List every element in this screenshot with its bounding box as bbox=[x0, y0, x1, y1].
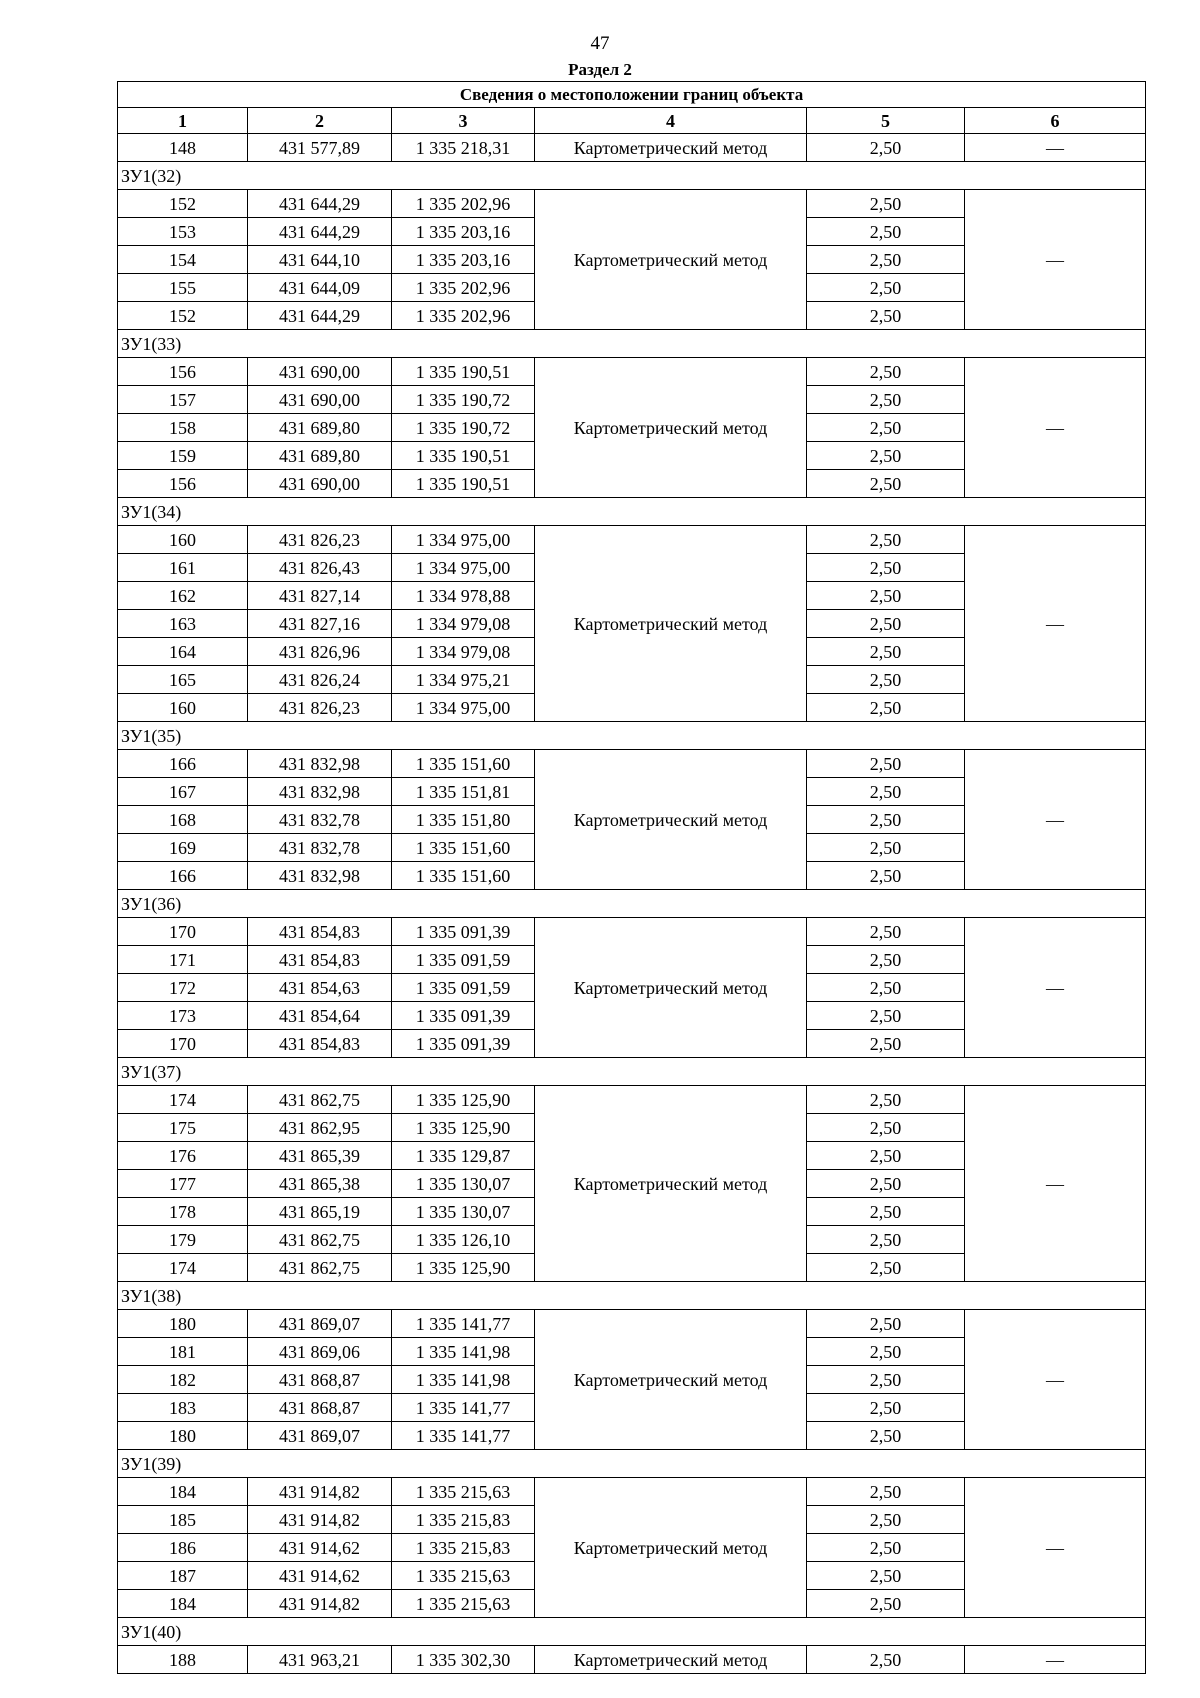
point-number-cell: 184 bbox=[118, 1478, 248, 1506]
table-row bbox=[118, 190, 1146, 218]
y-coordinate-cell: 1 335 151,60 bbox=[392, 834, 535, 862]
x-coordinate-cell: 431 862,75 bbox=[248, 1254, 392, 1282]
y-coordinate-cell: 1 335 202,96 bbox=[392, 190, 535, 218]
x-coordinate-cell: 431 827,16 bbox=[248, 610, 392, 638]
point-number-cell: 175 bbox=[118, 1114, 248, 1142]
y-coordinate-cell: 1 335 202,96 bbox=[392, 302, 535, 330]
accuracy-cell: 2,50 bbox=[807, 1310, 965, 1338]
y-coordinate-cell: 1 335 190,72 bbox=[392, 414, 535, 442]
y-coordinate-cell: 1 334 979,08 bbox=[392, 638, 535, 666]
x-coordinate-cell: 431 832,98 bbox=[248, 778, 392, 806]
point-number-cell: 174 bbox=[118, 1254, 248, 1282]
point-number-cell: 180 bbox=[118, 1422, 248, 1450]
y-coordinate-cell: 1 335 202,96 bbox=[392, 274, 535, 302]
x-coordinate-cell: 431 914,82 bbox=[248, 1590, 392, 1618]
method-cell: Картометрический метод bbox=[535, 1310, 807, 1450]
accuracy-cell: 2,50 bbox=[807, 1394, 965, 1422]
x-coordinate-cell: 431 644,29 bbox=[248, 302, 392, 330]
x-coordinate-cell: 431 854,83 bbox=[248, 946, 392, 974]
method-cell: Картометрический метод bbox=[535, 134, 807, 162]
x-coordinate-cell: 431 644,29 bbox=[248, 218, 392, 246]
y-coordinate-cell: 1 335 215,63 bbox=[392, 1590, 535, 1618]
point-number-cell: 177 bbox=[118, 1170, 248, 1198]
x-coordinate-cell: 431 865,39 bbox=[248, 1142, 392, 1170]
y-coordinate-cell: 1 335 151,60 bbox=[392, 862, 535, 890]
y-coordinate-cell: 1 335 141,77 bbox=[392, 1310, 535, 1338]
point-number-cell: 174 bbox=[118, 1086, 248, 1114]
column-6-cell: — bbox=[965, 526, 1146, 722]
point-number-cell: 152 bbox=[118, 302, 248, 330]
accuracy-cell: 2,50 bbox=[807, 1002, 965, 1030]
table-row bbox=[118, 1646, 1146, 1674]
x-coordinate-cell: 431 914,62 bbox=[248, 1562, 392, 1590]
accuracy-cell: 2,50 bbox=[807, 778, 965, 806]
x-coordinate-cell: 431 854,83 bbox=[248, 918, 392, 946]
y-coordinate-cell: 1 335 190,72 bbox=[392, 386, 535, 414]
point-number-cell: 152 bbox=[118, 190, 248, 218]
accuracy-cell: 2,50 bbox=[807, 134, 965, 162]
point-number-cell: 169 bbox=[118, 834, 248, 862]
y-coordinate-cell: 1 335 126,10 bbox=[392, 1226, 535, 1254]
accuracy-cell: 2,50 bbox=[807, 918, 965, 946]
table-caption: Сведения о местоположении границ объекта bbox=[118, 82, 1146, 108]
y-coordinate-cell: 1 335 141,77 bbox=[392, 1394, 535, 1422]
y-coordinate-cell: 1 335 190,51 bbox=[392, 470, 535, 498]
accuracy-cell: 2,50 bbox=[807, 1198, 965, 1226]
x-coordinate-cell: 431 832,78 bbox=[248, 806, 392, 834]
point-number-cell: 184 bbox=[118, 1590, 248, 1618]
column-6-cell: — bbox=[965, 190, 1146, 330]
group-label: ЗУ1(40) bbox=[118, 1618, 1146, 1646]
point-number-cell: 163 bbox=[118, 610, 248, 638]
point-number-cell: 168 bbox=[118, 806, 248, 834]
x-coordinate-cell: 431 644,29 bbox=[248, 190, 392, 218]
x-coordinate-cell: 431 827,14 bbox=[248, 582, 392, 610]
accuracy-cell: 2,50 bbox=[807, 666, 965, 694]
x-coordinate-cell: 431 865,38 bbox=[248, 1170, 392, 1198]
y-coordinate-cell: 1 335 215,83 bbox=[392, 1506, 535, 1534]
accuracy-cell: 2,50 bbox=[807, 610, 965, 638]
group-label: ЗУ1(38) bbox=[118, 1282, 1146, 1310]
x-coordinate-cell: 431 689,80 bbox=[248, 414, 392, 442]
group-label: ЗУ1(36) bbox=[118, 890, 1146, 918]
x-coordinate-cell: 431 690,00 bbox=[248, 358, 392, 386]
group-label: ЗУ1(34) bbox=[118, 498, 1146, 526]
y-coordinate-cell: 1 335 141,77 bbox=[392, 1422, 535, 1450]
point-number-cell: 154 bbox=[118, 246, 248, 274]
point-number-cell: 161 bbox=[118, 554, 248, 582]
table-row bbox=[118, 1086, 1146, 1114]
method-cell: Картометрический метод bbox=[535, 1478, 807, 1618]
y-coordinate-cell: 1 335 141,98 bbox=[392, 1338, 535, 1366]
point-number-cell: 180 bbox=[118, 1310, 248, 1338]
section-title: Раздел 2 bbox=[568, 60, 632, 79]
column-6-cell: — bbox=[965, 918, 1146, 1058]
point-number-cell: 170 bbox=[118, 918, 248, 946]
y-coordinate-cell: 1 335 302,30 bbox=[392, 1646, 535, 1674]
column-header-4: 4 bbox=[535, 108, 807, 134]
x-coordinate-cell: 431 868,87 bbox=[248, 1394, 392, 1422]
accuracy-cell: 2,50 bbox=[807, 526, 965, 554]
accuracy-cell: 2,50 bbox=[807, 750, 965, 778]
point-number-cell: 176 bbox=[118, 1142, 248, 1170]
column-header-row bbox=[118, 108, 1146, 134]
column-6-cell: — bbox=[965, 134, 1146, 162]
accuracy-cell: 2,50 bbox=[807, 358, 965, 386]
table-row bbox=[118, 750, 1146, 778]
y-coordinate-cell: 1 335 190,51 bbox=[392, 358, 535, 386]
point-number-cell: 185 bbox=[118, 1506, 248, 1534]
accuracy-cell: 2,50 bbox=[807, 1170, 965, 1198]
y-coordinate-cell: 1 335 190,51 bbox=[392, 442, 535, 470]
x-coordinate-cell: 431 865,19 bbox=[248, 1198, 392, 1226]
y-coordinate-cell: 1 334 975,00 bbox=[392, 526, 535, 554]
group-label-row bbox=[118, 890, 1146, 918]
point-number-cell: 164 bbox=[118, 638, 248, 666]
x-coordinate-cell: 431 826,24 bbox=[248, 666, 392, 694]
group-label: ЗУ1(32) bbox=[118, 162, 1146, 190]
point-number-cell: 148 bbox=[118, 134, 248, 162]
x-coordinate-cell: 431 869,07 bbox=[248, 1422, 392, 1450]
table-row bbox=[118, 918, 1146, 946]
accuracy-cell: 2,50 bbox=[807, 190, 965, 218]
x-coordinate-cell: 431 862,75 bbox=[248, 1086, 392, 1114]
table-caption-row bbox=[118, 82, 1146, 108]
y-coordinate-cell: 1 335 125,90 bbox=[392, 1254, 535, 1282]
accuracy-cell: 2,50 bbox=[807, 218, 965, 246]
accuracy-cell: 2,50 bbox=[807, 1646, 965, 1674]
x-coordinate-cell: 431 832,98 bbox=[248, 750, 392, 778]
group-label-row bbox=[118, 1282, 1146, 1310]
group-label-row bbox=[118, 162, 1146, 190]
table-row bbox=[118, 358, 1146, 386]
y-coordinate-cell: 1 335 091,39 bbox=[392, 1030, 535, 1058]
group-label-row bbox=[118, 330, 1146, 358]
table-row bbox=[118, 526, 1146, 554]
accuracy-cell: 2,50 bbox=[807, 1422, 965, 1450]
point-number-cell: 159 bbox=[118, 442, 248, 470]
accuracy-cell: 2,50 bbox=[807, 302, 965, 330]
column-6-cell: — bbox=[965, 1646, 1146, 1674]
accuracy-cell: 2,50 bbox=[807, 974, 965, 1002]
accuracy-cell: 2,50 bbox=[807, 834, 965, 862]
y-coordinate-cell: 1 335 215,63 bbox=[392, 1478, 535, 1506]
y-coordinate-cell: 1 335 203,16 bbox=[392, 246, 535, 274]
y-coordinate-cell: 1 335 091,59 bbox=[392, 974, 535, 1002]
group-label: ЗУ1(37) bbox=[118, 1058, 1146, 1086]
accuracy-cell: 2,50 bbox=[807, 386, 965, 414]
x-coordinate-cell: 431 832,78 bbox=[248, 834, 392, 862]
point-number-cell: 157 bbox=[118, 386, 248, 414]
point-number-cell: 160 bbox=[118, 694, 248, 722]
method-cell: Картометрический метод bbox=[535, 1646, 807, 1674]
point-number-cell: 187 bbox=[118, 1562, 248, 1590]
group-label-row bbox=[118, 722, 1146, 750]
x-coordinate-cell: 431 644,09 bbox=[248, 274, 392, 302]
x-coordinate-cell: 431 914,82 bbox=[248, 1478, 392, 1506]
x-coordinate-cell: 431 689,80 bbox=[248, 442, 392, 470]
y-coordinate-cell: 1 334 975,21 bbox=[392, 666, 535, 694]
point-number-cell: 171 bbox=[118, 946, 248, 974]
y-coordinate-cell: 1 335 091,39 bbox=[392, 918, 535, 946]
method-cell: Картометрический метод bbox=[535, 750, 807, 890]
column-6-cell: — bbox=[965, 1310, 1146, 1450]
accuracy-cell: 2,50 bbox=[807, 1254, 965, 1282]
accuracy-cell: 2,50 bbox=[807, 1506, 965, 1534]
y-coordinate-cell: 1 335 130,07 bbox=[392, 1170, 535, 1198]
accuracy-cell: 2,50 bbox=[807, 1226, 965, 1254]
column-header-2: 2 bbox=[248, 108, 392, 134]
accuracy-cell: 2,50 bbox=[807, 442, 965, 470]
x-coordinate-cell: 431 869,07 bbox=[248, 1310, 392, 1338]
accuracy-cell: 2,50 bbox=[807, 1590, 965, 1618]
point-number-cell: 173 bbox=[118, 1002, 248, 1030]
y-coordinate-cell: 1 335 151,60 bbox=[392, 750, 535, 778]
point-number-cell: 170 bbox=[118, 1030, 248, 1058]
point-number-cell: 179 bbox=[118, 1226, 248, 1254]
point-number-cell: 160 bbox=[118, 526, 248, 554]
point-number-cell: 165 bbox=[118, 666, 248, 694]
accuracy-cell: 2,50 bbox=[807, 1114, 965, 1142]
accuracy-cell: 2,50 bbox=[807, 582, 965, 610]
accuracy-cell: 2,50 bbox=[807, 1338, 965, 1366]
column-header-6: 6 bbox=[965, 108, 1146, 134]
point-number-cell: 166 bbox=[118, 750, 248, 778]
accuracy-cell: 2,50 bbox=[807, 1562, 965, 1590]
x-coordinate-cell: 431 854,64 bbox=[248, 1002, 392, 1030]
point-number-cell: 167 bbox=[118, 778, 248, 806]
x-coordinate-cell: 431 862,95 bbox=[248, 1114, 392, 1142]
column-6-cell: — bbox=[965, 1086, 1146, 1282]
point-number-cell: 172 bbox=[118, 974, 248, 1002]
y-coordinate-cell: 1 335 130,07 bbox=[392, 1198, 535, 1226]
y-coordinate-cell: 1 335 215,83 bbox=[392, 1534, 535, 1562]
point-number-cell: 166 bbox=[118, 862, 248, 890]
y-coordinate-cell: 1 334 975,00 bbox=[392, 694, 535, 722]
accuracy-cell: 2,50 bbox=[807, 862, 965, 890]
column-6-cell: — bbox=[965, 750, 1146, 890]
accuracy-cell: 2,50 bbox=[807, 1142, 965, 1170]
method-cell: Картометрический метод bbox=[535, 526, 807, 722]
group-label: ЗУ1(33) bbox=[118, 330, 1146, 358]
accuracy-cell: 2,50 bbox=[807, 946, 965, 974]
page-number: 47 bbox=[590, 33, 610, 54]
method-cell: Картометрический метод bbox=[535, 358, 807, 498]
accuracy-cell: 2,50 bbox=[807, 414, 965, 442]
point-number-cell: 158 bbox=[118, 414, 248, 442]
y-coordinate-cell: 1 335 091,39 bbox=[392, 1002, 535, 1030]
y-coordinate-cell: 1 335 125,90 bbox=[392, 1114, 535, 1142]
accuracy-cell: 2,50 bbox=[807, 1030, 965, 1058]
y-coordinate-cell: 1 334 975,00 bbox=[392, 554, 535, 582]
table-row bbox=[118, 1478, 1146, 1506]
group-label-row bbox=[118, 1058, 1146, 1086]
accuracy-cell: 2,50 bbox=[807, 1478, 965, 1506]
y-coordinate-cell: 1 335 141,98 bbox=[392, 1366, 535, 1394]
accuracy-cell: 2,50 bbox=[807, 1534, 965, 1562]
y-coordinate-cell: 1 335 091,59 bbox=[392, 946, 535, 974]
x-coordinate-cell: 431 644,10 bbox=[248, 246, 392, 274]
x-coordinate-cell: 431 826,96 bbox=[248, 638, 392, 666]
method-cell: Картометрический метод bbox=[535, 190, 807, 330]
x-coordinate-cell: 431 826,23 bbox=[248, 694, 392, 722]
column-header-1: 1 bbox=[118, 108, 248, 134]
y-coordinate-cell: 1 335 125,90 bbox=[392, 1086, 535, 1114]
x-coordinate-cell: 431 869,06 bbox=[248, 1338, 392, 1366]
point-number-cell: 181 bbox=[118, 1338, 248, 1366]
y-coordinate-cell: 1 335 151,81 bbox=[392, 778, 535, 806]
point-number-cell: 155 bbox=[118, 274, 248, 302]
x-coordinate-cell: 431 577,89 bbox=[248, 134, 392, 162]
point-number-cell: 162 bbox=[118, 582, 248, 610]
point-number-cell: 183 bbox=[118, 1394, 248, 1422]
accuracy-cell: 2,50 bbox=[807, 806, 965, 834]
accuracy-cell: 2,50 bbox=[807, 274, 965, 302]
point-number-cell: 178 bbox=[118, 1198, 248, 1226]
x-coordinate-cell: 431 832,98 bbox=[248, 862, 392, 890]
accuracy-cell: 2,50 bbox=[807, 470, 965, 498]
x-coordinate-cell: 431 854,63 bbox=[248, 974, 392, 1002]
group-label: ЗУ1(35) bbox=[118, 722, 1146, 750]
accuracy-cell: 2,50 bbox=[807, 1086, 965, 1114]
point-number-cell: 153 bbox=[118, 218, 248, 246]
y-coordinate-cell: 1 335 218,31 bbox=[392, 134, 535, 162]
method-cell: Картометрический метод bbox=[535, 918, 807, 1058]
table-row bbox=[118, 1310, 1146, 1338]
column-header-5: 5 bbox=[807, 108, 965, 134]
point-number-cell: 156 bbox=[118, 358, 248, 386]
accuracy-cell: 2,50 bbox=[807, 554, 965, 582]
group-label-row bbox=[118, 498, 1146, 526]
x-coordinate-cell: 431 690,00 bbox=[248, 470, 392, 498]
x-coordinate-cell: 431 868,87 bbox=[248, 1366, 392, 1394]
x-coordinate-cell: 431 826,23 bbox=[248, 526, 392, 554]
y-coordinate-cell: 1 335 215,63 bbox=[392, 1562, 535, 1590]
boundary-coordinates-table bbox=[117, 81, 1146, 1674]
y-coordinate-cell: 1 334 979,08 bbox=[392, 610, 535, 638]
y-coordinate-cell: 1 335 151,80 bbox=[392, 806, 535, 834]
accuracy-cell: 2,50 bbox=[807, 246, 965, 274]
method-cell: Картометрический метод bbox=[535, 1086, 807, 1282]
column-6-cell: — bbox=[965, 1478, 1146, 1618]
y-coordinate-cell: 1 335 129,87 bbox=[392, 1142, 535, 1170]
accuracy-cell: 2,50 bbox=[807, 638, 965, 666]
x-coordinate-cell: 431 914,82 bbox=[248, 1506, 392, 1534]
column-6-cell: — bbox=[965, 358, 1146, 498]
column-header-3: 3 bbox=[392, 108, 535, 134]
table-row bbox=[118, 134, 1146, 162]
point-number-cell: 182 bbox=[118, 1366, 248, 1394]
x-coordinate-cell: 431 854,83 bbox=[248, 1030, 392, 1058]
accuracy-cell: 2,50 bbox=[807, 1366, 965, 1394]
point-number-cell: 156 bbox=[118, 470, 248, 498]
point-number-cell: 188 bbox=[118, 1646, 248, 1674]
group-label-row bbox=[118, 1618, 1146, 1646]
x-coordinate-cell: 431 963,21 bbox=[248, 1646, 392, 1674]
x-coordinate-cell: 431 690,00 bbox=[248, 386, 392, 414]
x-coordinate-cell: 431 826,43 bbox=[248, 554, 392, 582]
group-label: ЗУ1(39) bbox=[118, 1450, 1146, 1478]
group-label-row bbox=[118, 1450, 1146, 1478]
point-number-cell: 186 bbox=[118, 1534, 248, 1562]
x-coordinate-cell: 431 914,62 bbox=[248, 1534, 392, 1562]
x-coordinate-cell: 431 862,75 bbox=[248, 1226, 392, 1254]
y-coordinate-cell: 1 335 203,16 bbox=[392, 218, 535, 246]
accuracy-cell: 2,50 bbox=[807, 694, 965, 722]
y-coordinate-cell: 1 334 978,88 bbox=[392, 582, 535, 610]
